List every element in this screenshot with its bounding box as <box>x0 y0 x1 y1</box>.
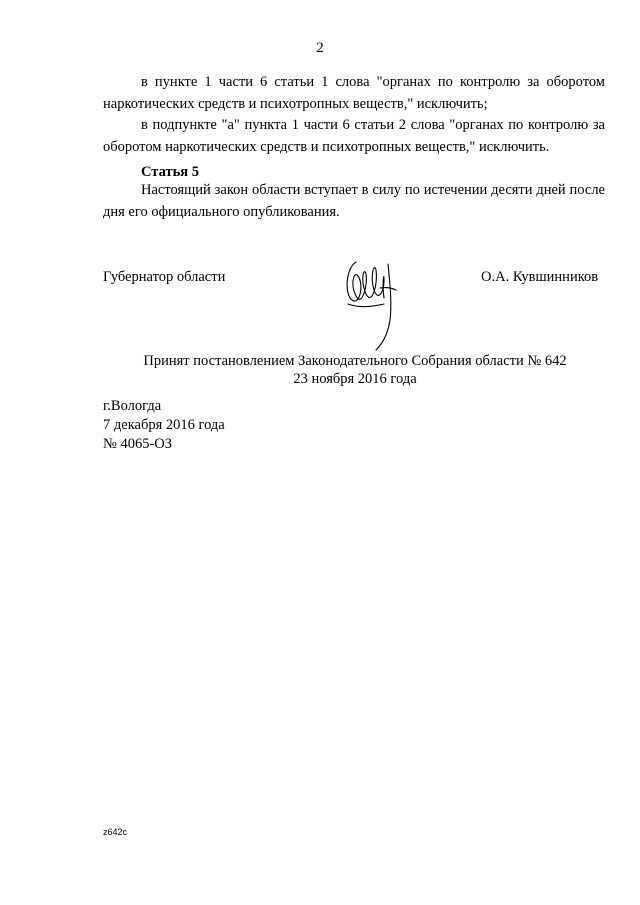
document-code: z642c <box>103 827 128 837</box>
amendment-paragraph: в подпункте "а" пункта 1 части 6 статьи 2 слова "органах по контролю за оборотом наркотических средств и психотропных веществ," исключить. <box>103 117 605 155</box>
amendments-block <box>103 72 605 158</box>
signature-underline <box>348 304 384 307</box>
signatory-position: Губернатор области <box>103 269 226 285</box>
amendment-paragraph: в пункте 1 части 6 статьи 1 слова "органах по контролю за оборотом наркотических средств и психотропных веществ," исключить; <box>103 74 605 112</box>
adoption-line: Принят постановлением Законодательного Собрания области № 642 <box>143 353 567 369</box>
adoption-date: 23 ноября 2016 года <box>293 371 417 387</box>
signing-date: 7 декабря 2016 года <box>103 417 225 433</box>
signatory-name: О.А. Кувшинников <box>481 269 599 285</box>
law-number: № 4065-ОЗ <box>103 436 173 452</box>
place-city: г.Вологда <box>103 398 162 414</box>
article-text: Настоящий закон области вступает в силу по истечении десяти дней после дня его официального опубликования. <box>103 182 605 220</box>
page-number: 2 <box>316 40 324 56</box>
adoption-note <box>0 352 640 388</box>
article-block <box>103 180 605 223</box>
signature-loops <box>347 262 384 301</box>
article-heading: Статья 5 <box>141 164 199 180</box>
place-date-block <box>103 397 225 454</box>
handwritten-signature <box>336 254 406 354</box>
